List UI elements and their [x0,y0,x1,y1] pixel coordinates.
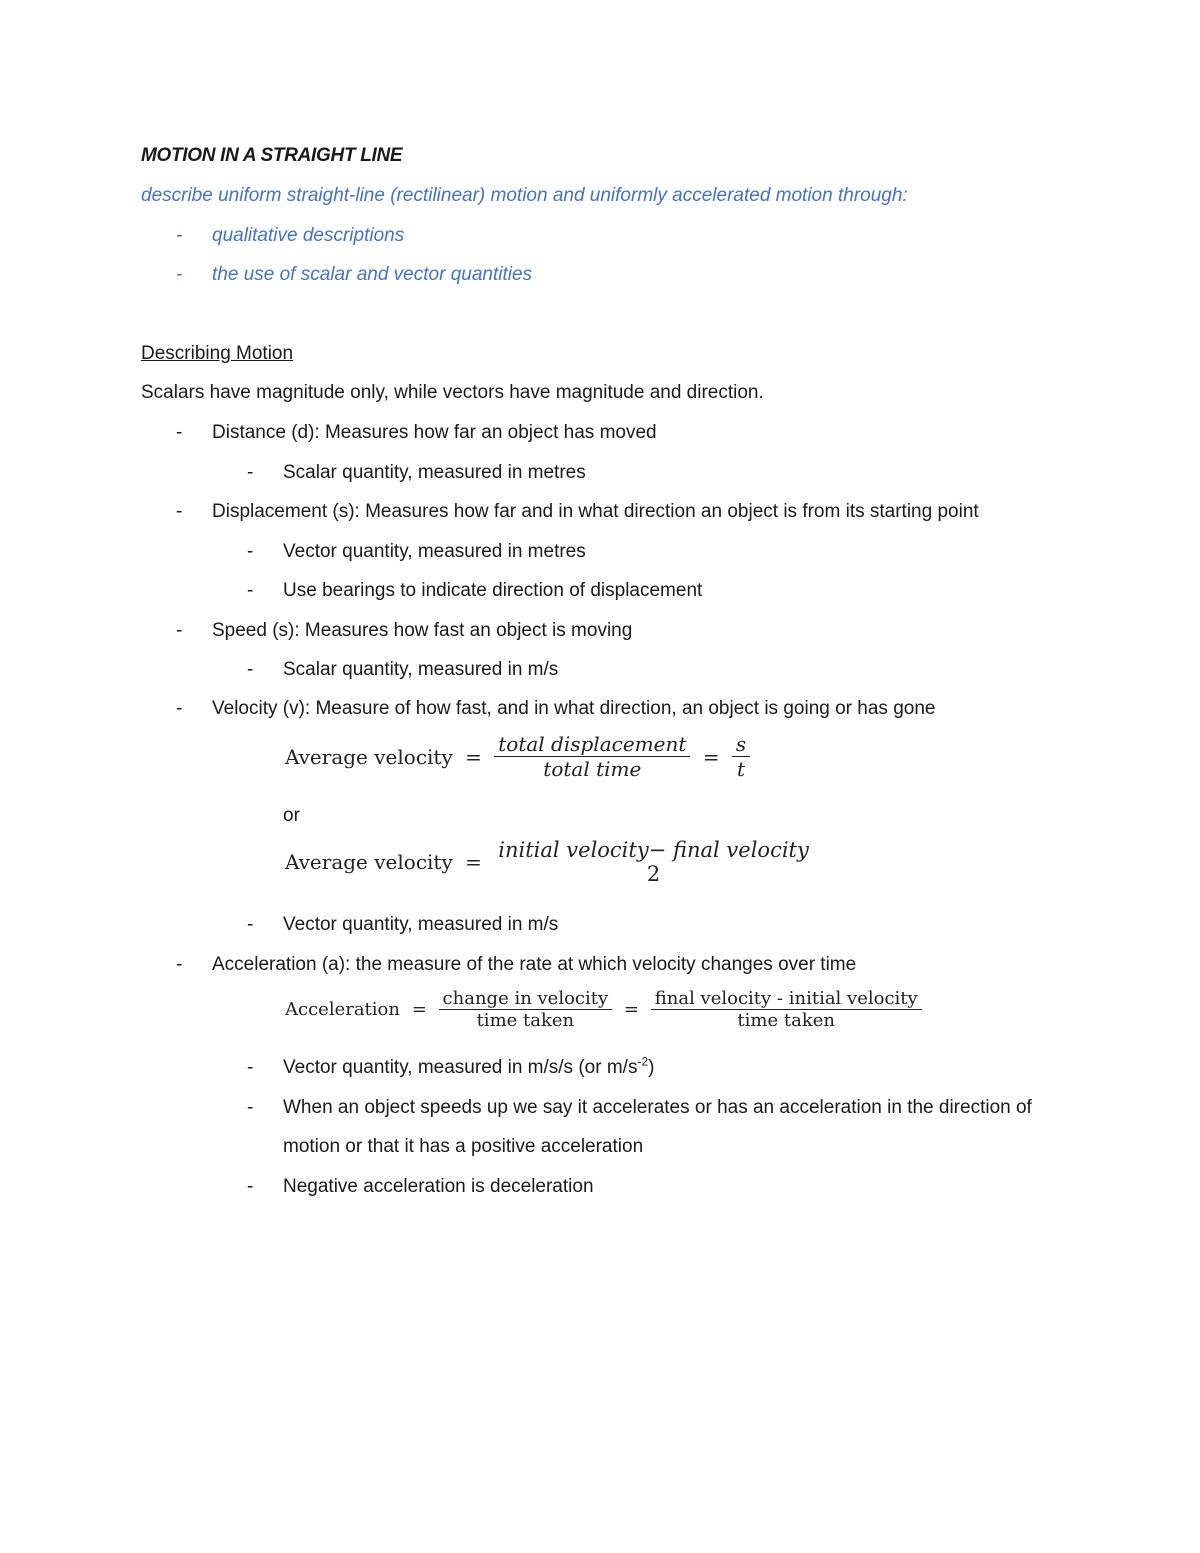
equals-sign: = [702,744,720,769]
exponent: -2 [637,1054,649,1069]
acceleration-subitem: When an object speeds up we say it accelerates or has an acceleration in the direction of [283,1097,1032,1118]
fraction-numerator: final velocity - initial velocity [651,988,922,1010]
equals-sign: = [411,999,427,1020]
formula-label: Acceleration [285,999,400,1020]
fraction [651,988,922,1031]
equals-sign: = [623,999,639,1020]
equals-sign: = [465,850,482,874]
bullet-dash: - [247,914,254,935]
speed-subitem: Scalar quantity, measured in m/s [283,659,559,680]
fraction-numerator: initial velocity− final velocity [498,838,809,862]
bullet-dash: - [247,580,254,601]
acceleration-subitem: Negative acceleration is deceleration [283,1176,594,1197]
displacement-item: Displacement (s): Measures how far and in what direction an object is from its starting point [212,501,979,522]
outcome-intro: describe uniform straight-line (rectilinear) motion and uniformly accelerated motion through: [141,185,908,206]
fraction-numerator: total displacement [494,732,690,757]
acceleration-subitem [283,1056,654,1080]
fraction-denominator: t [736,757,746,781]
distance-item: Distance (d): Measures how far an object has moved [212,422,657,443]
bullet-dash: - [247,1176,254,1197]
fraction-denominator: total time [543,757,642,781]
bullet-dash: - [176,422,183,443]
average-velocity-formula-2 [285,838,813,886]
speed-item: Speed (s): Measures how fast an object is moving [212,620,633,641]
section-heading: Describing Motion [141,343,294,364]
average-velocity-formula-1 [285,732,750,781]
velocity-item: Velocity (v): Measure of how fast, and in what direction, an object is going or has gone [212,698,936,719]
equals-sign: = [465,744,482,769]
or-text: or [283,805,300,826]
fraction-denominator: time taken [476,1010,575,1031]
outcome-item: the use of scalar and vector quantities [212,264,533,285]
page-title: MOTION IN A STRAIGHT LINE [141,145,403,166]
velocity-subitem: Vector quantity, measured in m/s [283,914,559,935]
bullet-dash: - [247,541,254,562]
acceleration-item: Acceleration (a): the measure of the rate at which velocity changes over time [212,954,857,975]
fraction [439,988,613,1031]
displacement-subitem: Vector quantity, measured in metres [283,541,586,562]
formula-label: Average velocity [285,744,453,769]
acceleration-subitem-continued: motion or that it has a positive acceleration [283,1136,644,1157]
bullet-dash: - [176,620,183,641]
bullet-dash: - [247,1097,254,1118]
bullet-dash: - [247,1057,254,1078]
fraction [494,732,690,781]
section-intro: Scalars have magnitude only, while vectors have magnitude and direction. [141,382,764,403]
displacement-subitem: Use bearings to indicate direction of displacement [283,580,703,601]
fraction-denominator: time taken [737,1010,835,1031]
fraction-numerator: change in velocity [439,988,613,1010]
bullet-dash: - [176,225,183,246]
bullet-dash: - [247,462,254,483]
acceleration-units-text: Vector quantity, measured in m/s/s (or m/s [283,1057,638,1078]
formula-label: Average velocity [285,850,453,874]
acceleration-formula [285,988,922,1031]
outcome-item: qualitative descriptions [212,225,405,246]
bullet-dash: - [176,264,183,285]
fraction-numerator: s [732,732,750,757]
closing-paren: ) [648,1057,655,1078]
distance-subitem: Scalar quantity, measured in metres [283,462,586,483]
bullet-dash: - [176,698,183,719]
bullet-dash: - [247,659,254,680]
fraction [494,838,813,886]
fraction-denominator: 2 [646,862,661,886]
fraction [732,732,750,781]
bullet-dash: - [176,501,183,522]
bullet-dash: - [176,954,183,975]
